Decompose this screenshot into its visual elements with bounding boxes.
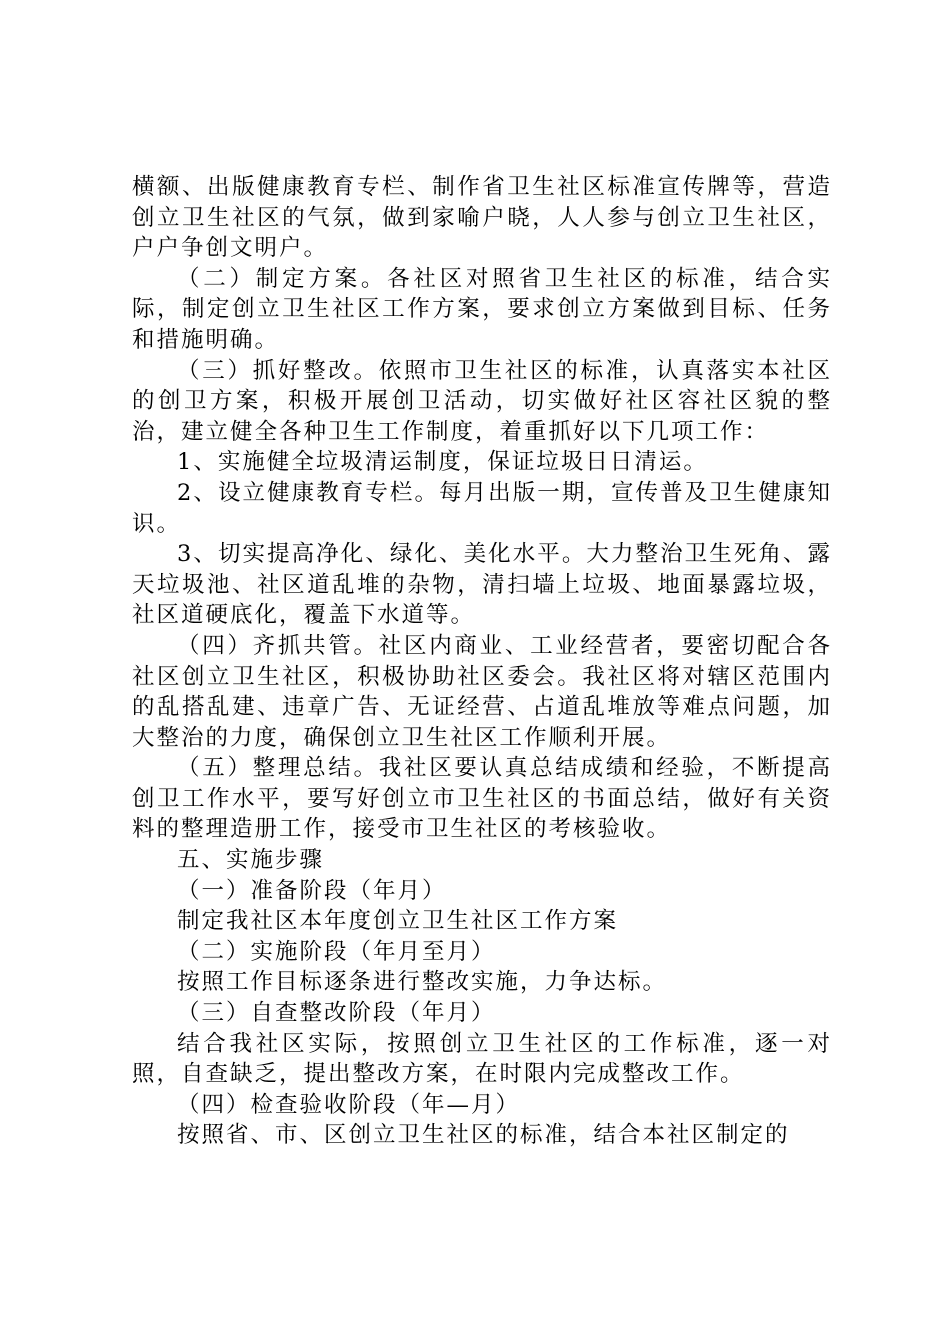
paragraph-joint-management: （四）齐抓共管。社区内商业、工业经营者，要密切配合各社区创立卫生社区，积极协助社区委会。我社区将对辖区范围内的乱搭乱建、违章广告、无证经营、占道乱堆放等难点问题，加大整治的力度，确保创立卫生社区工作顺利开展。 (132, 632, 832, 751)
paragraph-rectification: （三）抓好整改。依照市卫生社区的标准，认真落实本社区的创卫方案，积极开展创卫活动，切实做好社区容社区貌的整治，建立健全各种卫生工作制度，着重抓好以下几项工作： (132, 357, 832, 445)
step-acceptance-text: 按照省、市、区创立卫生社区的标准，结合本社区制定的 (177, 1122, 790, 1149)
paragraph-plan: （二）制定方案。各社区对照省卫生社区的标准，结合实际，制定创立卫生社区工作方案，要求创立方案做到目标、任务和措施明确。 (132, 265, 832, 353)
step-implementation-heading: （二）实施阶段（年月至月） (177, 938, 496, 965)
step-implementation-text: 按照工作目标逐条进行整改实施，力争达标。 (177, 969, 668, 996)
paragraph-summary: （五）整理总结。我社区要认真总结成绩和经验，不断提高创卫工作水平，要写好创立市卫生社区的书面总结，做好有关资料的整理造册工作，接受市卫生社区的考核验收。 (132, 755, 832, 843)
step-self-check-heading: （三）自查整改阶段（年月） (177, 1000, 496, 1027)
step-acceptance-heading: （四）检查验收阶段（年—月） (177, 1091, 521, 1118)
step-preparation-heading: （一）准备阶段（年月） (177, 877, 447, 904)
paragraph-item-1: 1、实施健全垃圾清运制度，保证垃圾日日清运。 (177, 449, 708, 476)
step-self-check-text: 结合我社区实际，按照创立卫生社区的工作标准，逐一对照，自查缺乏，提出整改方案，在时限内完成整改工作。 (132, 1030, 832, 1088)
paragraph-item-2: 2、设立健康教育专栏。每月出版一期，宣传普及卫生健康知识。 (132, 479, 832, 537)
document-body (132, 172, 832, 1151)
paragraph-publicity: 横额、出版健康教育专栏、制作省卫生社区标准宣传牌等，营造创立卫生社区的气氛，做到家喻户晓，人人参与创立卫生社区，户户争创文明户。 (132, 174, 832, 262)
paragraph-item-3: 3、切实提高净化、绿化、美化水平。大力整治卫生死角、露天垃圾池、社区道乱堆的杂物，清扫墙上垃圾、地面暴露垃圾，社区道硬底化，覆盖下水道等。 (132, 541, 832, 629)
step-preparation-text: 制定我社区本年度创立卫生社区工作方案 (177, 908, 619, 935)
section-heading-steps: 五、实施步骤 (177, 847, 325, 874)
